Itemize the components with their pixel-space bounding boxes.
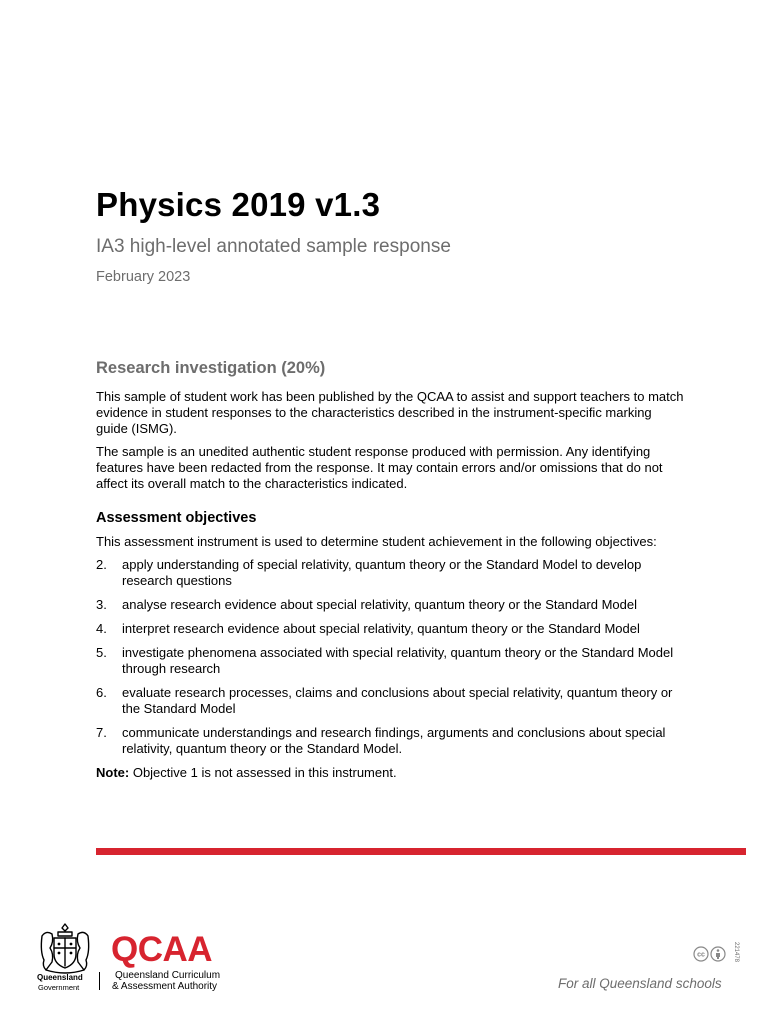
- note-label: Note:: [96, 765, 130, 780]
- logo-divider: [99, 972, 100, 990]
- tagline: For all Queensland schools: [558, 976, 722, 991]
- objective-text: evaluate research processes, claims and conclusions about special relativity, quantum theory or the Standard Model: [122, 685, 673, 716]
- objective-number: 3.: [96, 597, 107, 612]
- objective-number: 5.: [96, 645, 107, 660]
- red-divider-bar: [96, 848, 746, 855]
- note: [96, 765, 686, 781]
- qg-wordmark-line1: Queensland: [37, 973, 83, 982]
- objective-text: interpret research evidence about special relativity, quantum theory or the Standard Model: [122, 621, 640, 636]
- intro-paragraph-2: The sample is an unedited authentic student response produced with permission. Any identifying features have been redacted from the response. It may contain errors and/or omissions that do not affect its overall match to the characteristics indicated.: [96, 444, 663, 491]
- objective-number: 4.: [96, 621, 107, 636]
- note-text: Objective 1 is not assessed in this instrument.: [129, 765, 397, 780]
- document-title: Physics 2019 v1.3: [96, 186, 381, 223]
- document-code: 221478: [733, 942, 739, 963]
- intro-paragraph-1: This sample of student work has been published by the QCAA to assist and support teachers to match evidence in student responses to the characteristics described in the instrument-specific marking guide (ISMG).: [96, 389, 684, 436]
- list-item: [96, 725, 686, 757]
- qcaa-logo: QCAA: [111, 930, 213, 969]
- svg-text:cc: cc: [697, 951, 705, 959]
- list-item: [96, 597, 686, 613]
- list-item: [96, 557, 686, 589]
- objective-text: apply understanding of special relativity, quantum theory or the Standard Model to develop research questions: [122, 557, 642, 588]
- objectives-heading: Assessment objectives: [96, 510, 257, 526]
- objectives-list: [96, 557, 686, 757]
- list-item: [96, 685, 686, 717]
- document-date: February 2023: [96, 269, 191, 285]
- qcaa-name-line2: & Assessment Authority: [112, 981, 218, 992]
- objectives-intro: This assessment instrument is used to determine student achievement in the following objectives:: [96, 534, 657, 549]
- research-heading: Research investigation (20%): [96, 359, 326, 377]
- objective-text: analyse research evidence about special relativity, quantum theory or the Standard Model: [122, 597, 637, 612]
- document-subtitle: IA3 high-level annotated sample response: [96, 236, 451, 257]
- creative-commons-by-icon: [693, 946, 727, 962]
- list-item: [96, 621, 686, 637]
- objective-number: 7.: [96, 725, 107, 740]
- objective-number: 6.: [96, 685, 107, 700]
- qg-wordmark-line2: Government: [38, 983, 80, 992]
- objective-text: investigate phenomena associated with special relativity, quantum theory or the Standard Model through research: [122, 645, 674, 676]
- main-content: [96, 358, 686, 781]
- objective-text: communicate understandings and research findings, arguments and conclusions about special relativity, quantum theory or the Standard Model.: [122, 725, 666, 756]
- objective-number: 2.: [96, 557, 107, 572]
- list-item: [96, 645, 686, 677]
- qcaa-name-line1: Queensland Curriculum: [115, 970, 221, 981]
